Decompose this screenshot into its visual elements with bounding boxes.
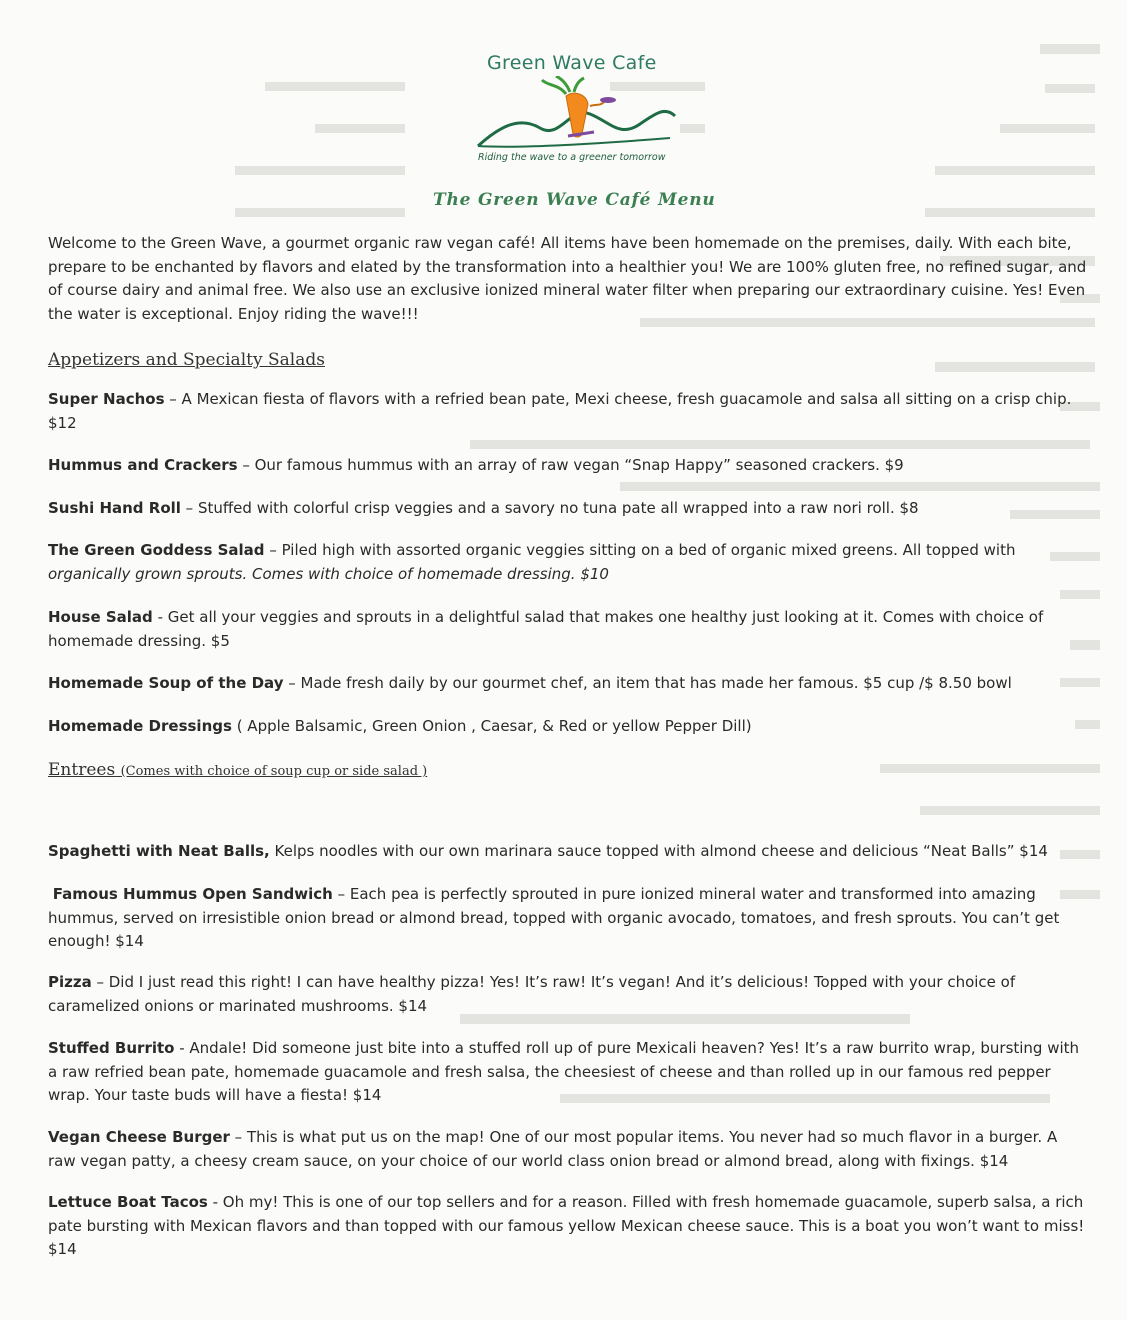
menu-item-name: Lettuce Boat Tacos <box>48 1193 208 1211</box>
menu-item-name: Super Nachos <box>48 390 165 408</box>
menu-item <box>48 497 1088 521</box>
menu-item-desc: - Get all your veggies and sprouts in a delightful salad that makes one healthy just looking at it. Comes with choice of homemade dressing. $5 <box>48 608 1044 650</box>
menu-item-desc: – Each pea is perfectly sprouted in pure ionized mineral water and transformed into amazing hummus, served on irresistible onion bread or almond bread, topped with organic avocado, tomatoes, and fresh sprouts. You can’t get enough! $14 <box>48 885 1060 950</box>
menu-item-desc: – Our famous hummus with an array of raw vegan “Snap Happy” seasoned crackers. $9 <box>237 456 904 474</box>
entrees-title: Entrees <box>48 760 116 780</box>
menu-item-desc: Kelps noodles with our own marinara sauce topped with almond cheese and delicious “Neat Balls” $14 <box>269 842 1048 860</box>
menu-item <box>48 454 1088 478</box>
menu-item-name: House Salad <box>48 608 153 626</box>
menu-item <box>48 388 1088 435</box>
intro-paragraph: Welcome to the Green Wave, a gourmet organic raw vegan café! All items have been homemade on the premises, daily. With each bite, prepare to be enchanted by flavors and elated by the transformation into a healthier you! We are 100% gluten free, no refined sugar, and of course dairy and animal free. We also use an exclusive ionized mineral water filter when preparing our extraordinary cuisine. Yes! Even the water is exceptional. Enjoy riding the wave!!! <box>48 234 1087 323</box>
menu-item-desc: - Oh my! This is one of our top sellers and for a reason. Filled with fresh homemade guacamole, superb salsa, a rich pate bursting with Mexican flavors and than topped with our famous yellow Mexican cheese sauce. This is a boat you won’t want to miss! $14 <box>48 1193 1085 1258</box>
menu-item-desc: – A Mexican fiesta of flavors with a refried bean pate, Mexi cheese, fresh guacamole and salsa all sitting on a crisp chip. $12 <box>48 390 1072 432</box>
menu-item-name: Stuffed Burrito <box>48 1039 175 1057</box>
menu-item-desc-italic: organically grown sprouts. Comes with choice of homemade dressing. $10 <box>48 564 609 583</box>
menu-item-name: Pizza <box>48 973 92 991</box>
menu-item-name: Homemade Dressings <box>48 717 232 735</box>
menu-item <box>48 606 1088 653</box>
menu-item <box>48 1126 1088 1173</box>
menu-title: The Green Wave Café Menu <box>433 190 716 210</box>
menu-item-name: Famous Hummus Open Sandwich <box>52 885 333 903</box>
entrees-heading <box>48 760 427 780</box>
menu-item-name: Homemade Soup of the Day <box>48 674 284 692</box>
menu-item <box>48 1037 1088 1108</box>
menu-item-desc: – Made fresh daily by our gourmet chef, an item that has made her famous. $5 cup /$ 8.50 bowl <box>283 674 1012 692</box>
menu-item-name: Vegan Cheese Burger <box>48 1128 230 1146</box>
menu-item <box>48 883 1088 954</box>
menu-item-name: Sushi Hand Roll <box>48 499 181 517</box>
menu-item <box>48 672 1088 696</box>
appetizers-heading: Appetizers and Specialty Salads <box>48 350 325 370</box>
menu-item-desc: – This is what put us on the map! One of our most popular items. You never had so much flavor in a burger. A raw vegan patty, a cheesy cream sauce, on your choice of our world class onion bread or almond bread, along with fixings. $14 <box>48 1128 1058 1170</box>
menu-item-desc: – Stuffed with colorful crisp veggies and a savory no tuna pate all wrapped into a raw nori roll. $8 <box>180 499 919 517</box>
menu-item <box>48 840 1088 864</box>
menu-item-desc: – Did I just read this right! I can have healthy pizza! Yes! It’s raw! It’s vegan! And it’s delicious! Topped with your choice of caramelized onions or marinated mushrooms. $14 <box>48 973 1016 1015</box>
menu-item-desc: - Andale! Did someone just bite into a stuffed roll up of pure Mexicali heaven? Yes! It’s a raw burrito wrap, bursting with a raw refried bean pate, homemade guacamole and fresh salsa, the cheesiest of cheese and than rolled up in our famous red pepper wrap. Your taste buds will have a fiesta! $14 <box>48 1039 1080 1104</box>
menu-item-desc: – Piled high with assorted organic veggies sitting on a bed of organic mixed greens. All topped with <box>264 541 1016 559</box>
menu-item-name: Hummus and Crackers <box>48 456 238 474</box>
logo-title: Green Wave Cafe <box>487 52 657 74</box>
menu-item-name: Spaghetti with Neat Balls, <box>48 842 270 860</box>
entrees-subheading: (Comes with choice of soup cup or side salad ) <box>120 764 428 779</box>
menu-item <box>48 715 1088 739</box>
menu-item-desc: ( Apple Balsamic, Green Onion , Caesar, & Red or yellow Pepper Dill) <box>231 717 752 735</box>
menu-item <box>48 539 1088 586</box>
logo-tagline: Riding the wave to a greener tomorrow <box>478 152 666 163</box>
menu-item <box>48 971 1088 1018</box>
menu-item <box>48 1191 1088 1262</box>
menu-item-name: The Green Goddess Salad <box>48 541 265 559</box>
